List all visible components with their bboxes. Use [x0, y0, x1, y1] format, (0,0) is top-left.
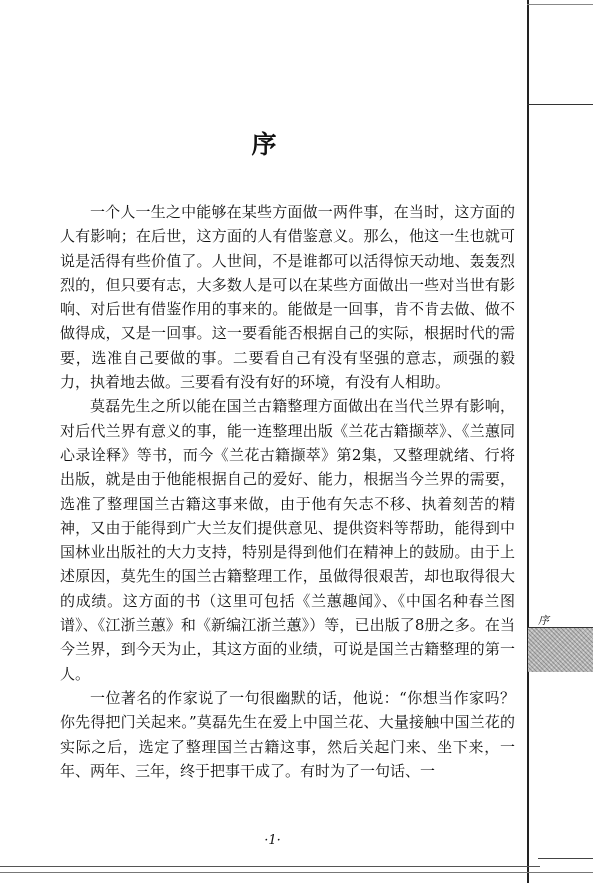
margin-header-rule — [527, 104, 593, 105]
side-tab-pattern — [528, 628, 593, 672]
margin-top-rule — [527, 4, 593, 5]
paragraph-3: 一位著名的作家说了一句很幽默的话，他说：“你想当作家吗？你先得把门关起来。”莫磊先生在爱上中国兰花、大量接触中国兰花的实际之后，选定了整理国兰古籍这事，然后关起门来、坐下来，一年、两年、三年，终于把事干成了。有时为了一句话、一 — [60, 688, 515, 780]
bottom-edge-rule — [0, 872, 593, 873]
side-tab-label: 序 — [538, 614, 549, 627]
paragraph-2: 莫磊先生之所以能在国兰古籍整理方面做出在当代兰界有影响，对后代兰界有意义的事，能一连整理出版《兰花古籍撷萃》、《兰蕙同心录诠释》等书，而今《兰花古籍撷萃》第2集，又整理就绪、行将出版，就是由于他能根据自己的爱好、能力，根据当今兰界的需要，选准了整理国兰古籍这事来做，由于他有矢志不移、执着刻苦的精神，又由于能得到广大兰友们提供意见、提供资料等帮助，能得到中国林业出版社的大力支持，特别是得到他们在精神上的鼓励。由于上述原因，莫先生的国兰古籍整理工作，虽做得很艰苦，却也取得很大的成绩。这方面的书（这里可包括《兰蕙趣闻》、《中国名种春兰图谱》、《江浙兰蕙》和《新编江浙兰蕙》）等，已出版了8册之多。在当今兰界，到今天为止，其这方面的业绩，可说是国兰古籍整理的第一人。 — [60, 397, 515, 683]
bottom-rule — [0, 866, 540, 867]
bottom-right-rule — [538, 858, 593, 859]
paragraph-1: 一个人一生之中能够在某些方面做一两件事，在当时，这方面的人有影响；在后世，这方面的人有借鉴意义。那么，他这一生也就可说是活得有些价值了。人世间，不是谁都可以活得惊天动地、轰轰烈烈的，但只要有志，大多数人是可以在某些方面做出一些对当世有影响、对后世有借鉴作用的事来的。能做是一回事，肯不肯去做、做不做得成，又是一回事。这一要看能否根据自己的实际，根据时代的需要，选准自己要做的事。二要看自己有没有坚强的意志，顽强的毅力，执着地去做。三要看有没有好的环境，有没有人相助。 — [60, 203, 515, 392]
margin-divider-line — [527, 0, 529, 883]
body-text — [60, 200, 515, 783]
page-number: ·1· — [264, 833, 281, 848]
page-title: 序 — [251, 130, 279, 159]
